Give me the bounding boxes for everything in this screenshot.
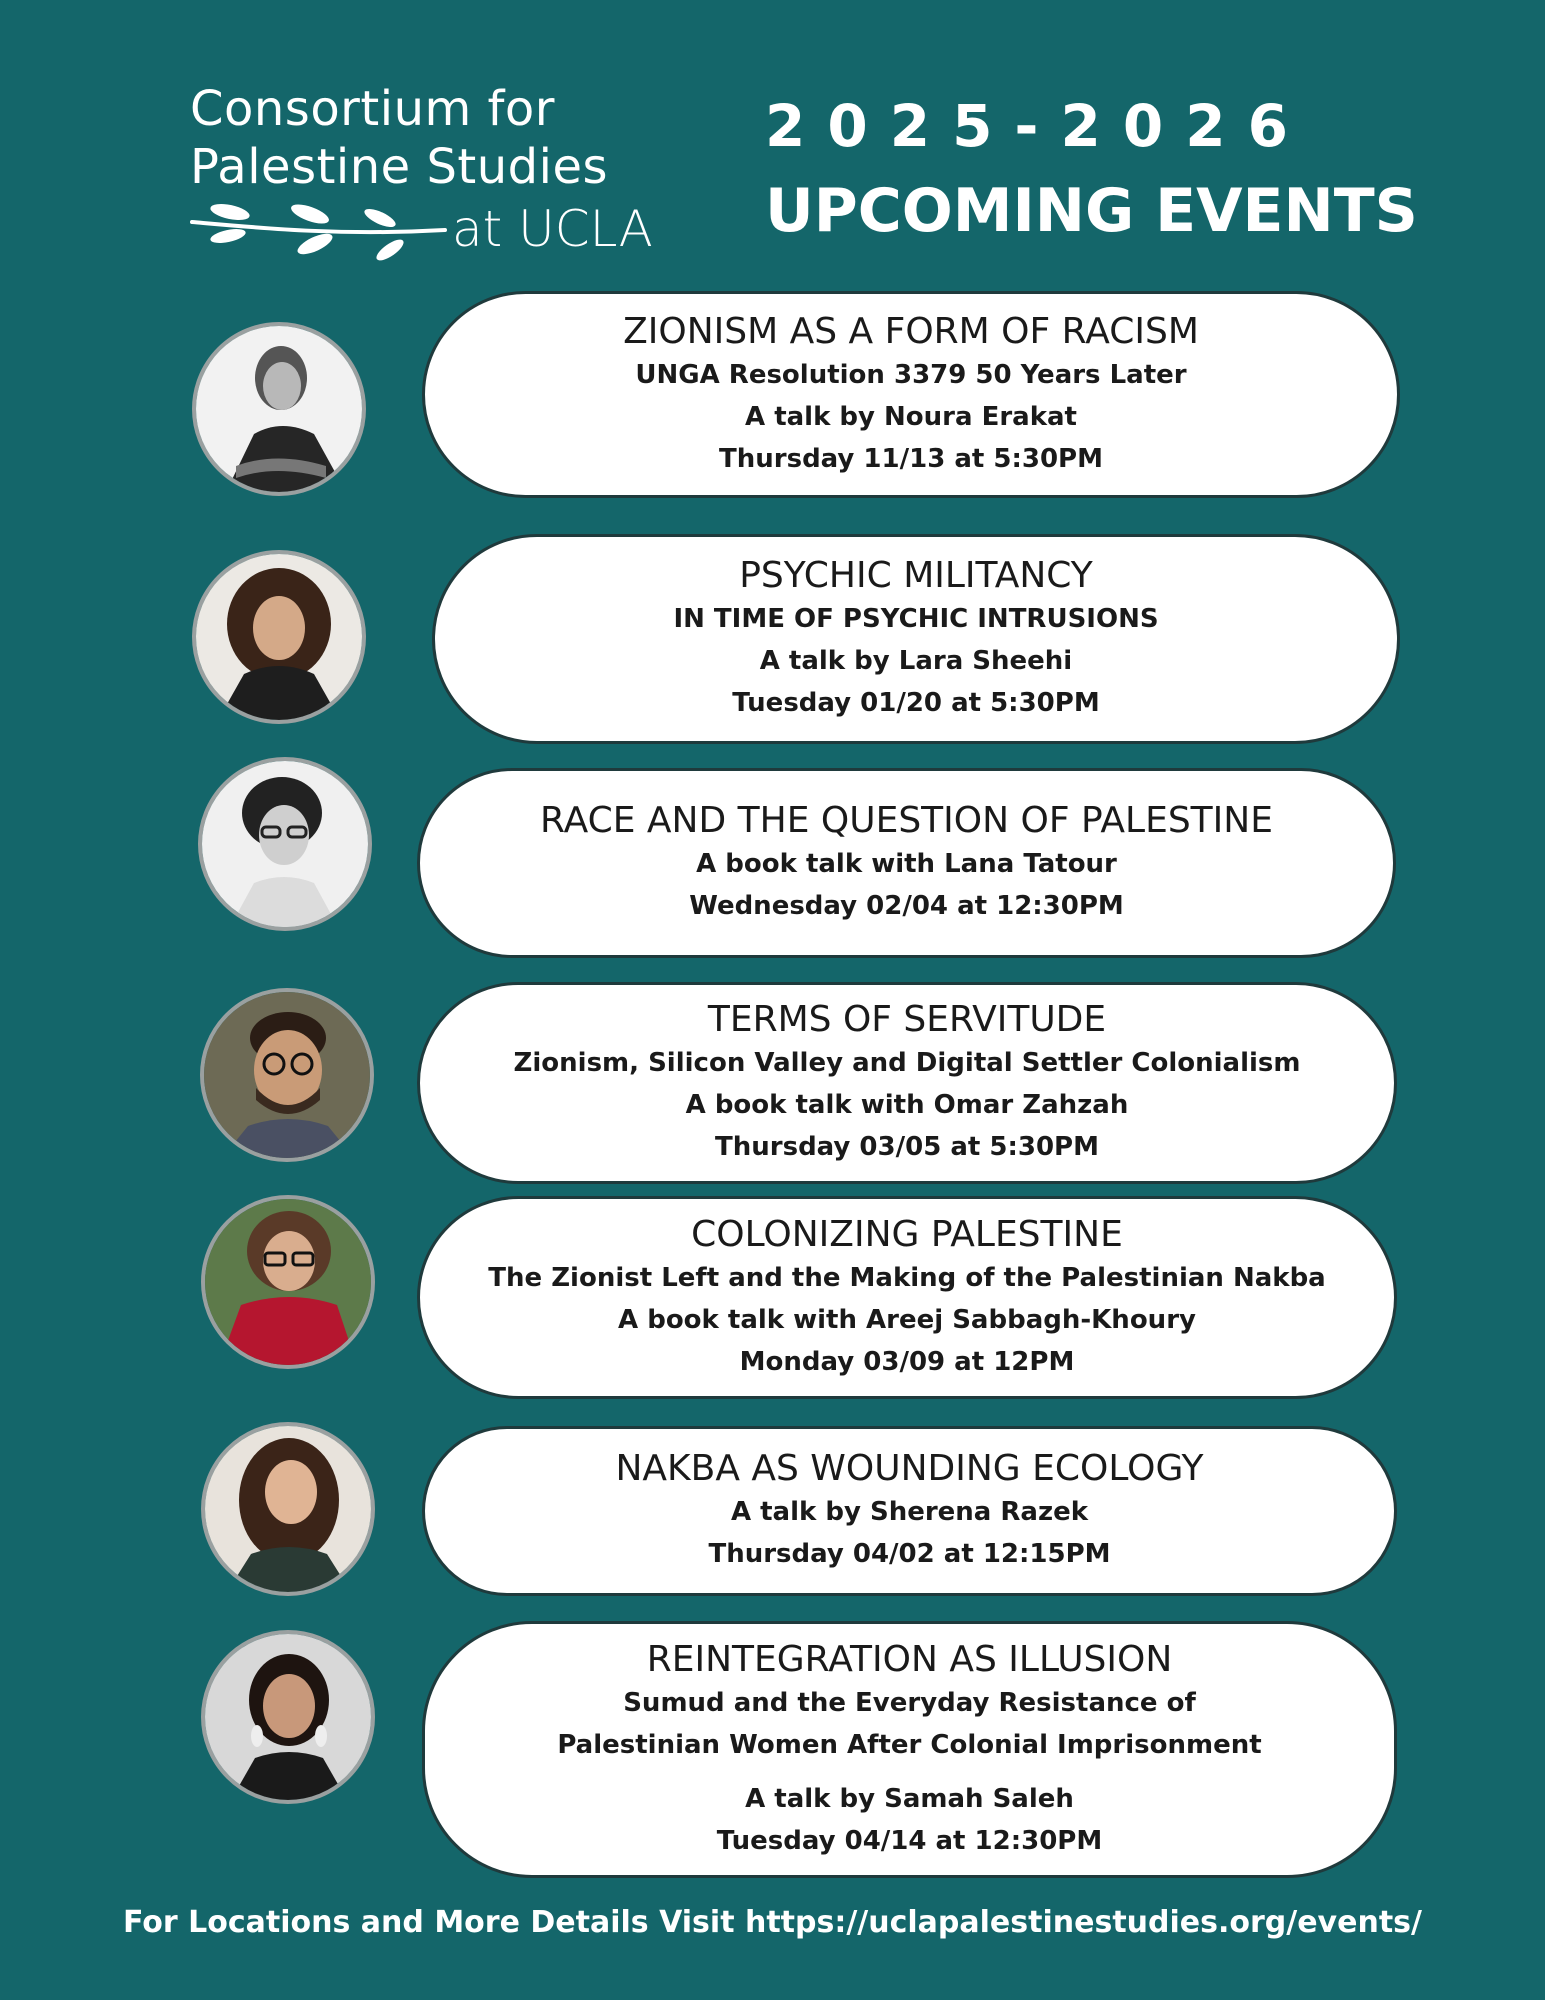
- speaker-photo-omar-zahzah: [200, 988, 374, 1162]
- event-card-2[interactable]: [432, 534, 1400, 744]
- event-date: Thursday 03/05 at 5:30PM: [715, 1132, 1099, 1162]
- speaker-photo-noura-erakat: [192, 322, 366, 496]
- speaker-photo-lara-sheehi: [192, 550, 366, 724]
- event-card-4[interactable]: [417, 982, 1397, 1184]
- event-title: COLONIZING PALESTINE: [691, 1213, 1123, 1255]
- event-speaker: A book talk with Omar Zahzah: [685, 1090, 1129, 1120]
- event-speaker: A talk by Lara Sheehi: [759, 646, 1073, 676]
- event-speaker: A book talk with Lana Tatour: [696, 849, 1117, 879]
- speaker-photo-lana-tatour: [198, 757, 372, 931]
- event-subtitle: The Zionist Left and the Making of the Palestinian Nakba: [488, 1262, 1326, 1293]
- event-title: PSYCHIC MILITANCY: [739, 555, 1093, 596]
- event-subtitle: IN TIME OF PSYCHIC INTRUSIONS: [673, 604, 1159, 634]
- speaker-photo-areej-sabbagh-khoury: [201, 1195, 375, 1369]
- event-speaker: A talk by Noura Erakat: [745, 401, 1077, 432]
- event-date: Wednesday 02/04 at 12:30PM: [689, 891, 1124, 921]
- logo-line-2: Palestine Studies: [190, 139, 608, 195]
- event-subtitle: Zionism, Silicon Valley and Digital Settler Colonialism: [513, 1048, 1301, 1078]
- event-date: Thursday 11/13 at 5:30PM: [719, 443, 1103, 474]
- speaker-photo-samah-saleh: [201, 1630, 375, 1804]
- event-subtitle: UNGA Resolution 3379 50 Years Later: [635, 359, 1187, 390]
- event-card-5[interactable]: [417, 1196, 1397, 1399]
- upcoming-events-heading: UPCOMING EVENTS: [765, 176, 1418, 246]
- event-card-7[interactable]: [422, 1621, 1397, 1878]
- event-subtitle-line-2: Palestinian Women After Colonial Imprisonment: [557, 1729, 1262, 1760]
- logo-line-1: Consortium for: [190, 81, 556, 137]
- event-card-3[interactable]: [417, 768, 1396, 958]
- event-date: Tuesday 01/20 at 5:30PM: [732, 688, 1100, 718]
- event-title: ZIONISM AS A FORM OF RACISM: [623, 310, 1199, 352]
- event-title: RACE AND THE QUESTION OF PALESTINE: [540, 800, 1273, 841]
- event-date: Thursday 04/02 at 12:15PM: [708, 1539, 1111, 1569]
- event-card-6[interactable]: [422, 1426, 1397, 1596]
- years-heading: 2025-2026: [765, 92, 1310, 160]
- event-speaker: A book talk with Areej Sabbagh-Khoury: [618, 1304, 1196, 1335]
- event-speaker: A talk by Samah Saleh: [745, 1783, 1074, 1814]
- event-title: REINTEGRATION AS ILLUSION: [646, 1638, 1173, 1680]
- footer-details-link[interactable]: For Locations and More Details Visit https://uclapalestinestudies.org/events/: [123, 1905, 1422, 1940]
- event-date: Monday 03/09 at 12PM: [739, 1346, 1075, 1377]
- event-subtitle-line-1: Sumud and the Everyday Resistance of: [623, 1687, 1196, 1718]
- org-logo: [190, 80, 670, 268]
- event-card-1[interactable]: [422, 291, 1400, 498]
- event-title: NAKBA AS WOUNDING ECOLOGY: [615, 1448, 1204, 1489]
- logo-line-3: at UCLA: [452, 200, 653, 258]
- event-title: TERMS OF SERVITUDE: [707, 999, 1107, 1040]
- event-date: Tuesday 04/14 at 12:30PM: [716, 1825, 1103, 1856]
- event-speaker: A talk by Sherena Razek: [730, 1497, 1089, 1527]
- olive-branch-icon: [190, 200, 450, 268]
- speaker-photo-sherena-razek: [201, 1422, 375, 1596]
